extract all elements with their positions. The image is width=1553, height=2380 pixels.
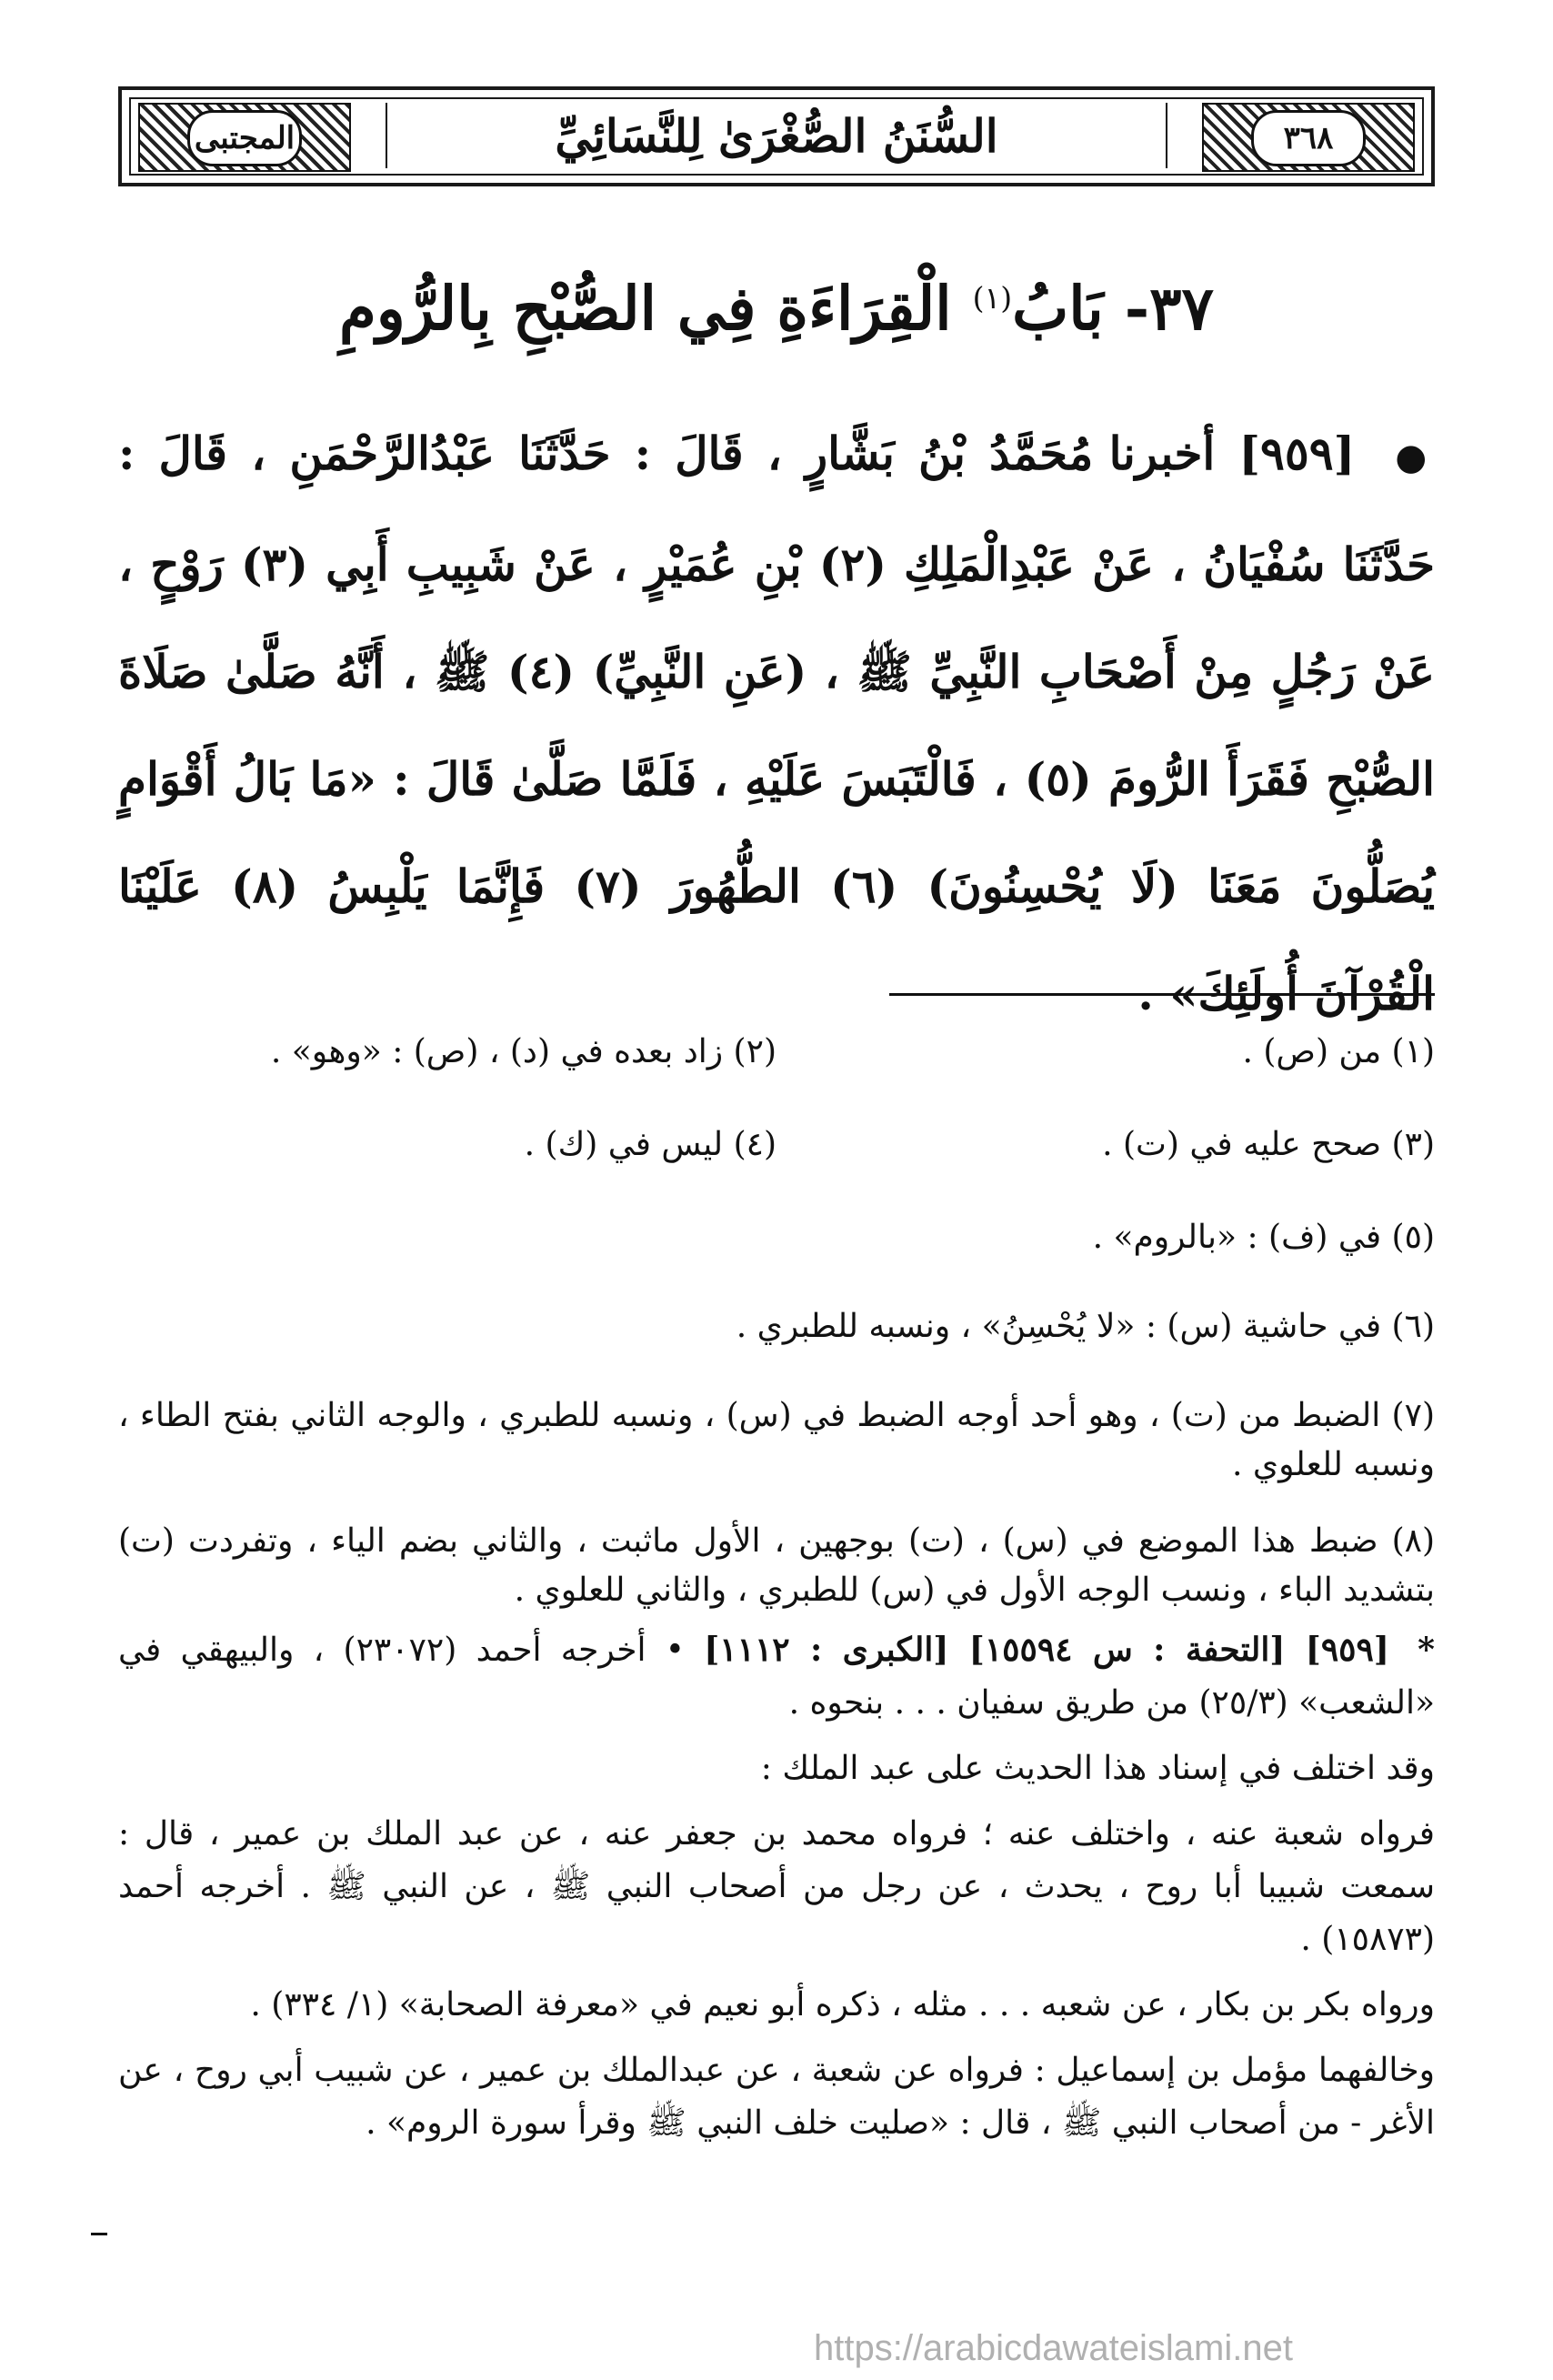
chapter-number: ٣٧- <box>1124 273 1215 344</box>
footnotes <box>118 1028 1435 1642</box>
footnote-8: (٨) ضبط هذا الموضع في (س) ، (ت) بوجهين ، الأول ماثبت ، والثاني بضم الياء ، وتفردت (ت) بتشديد الباء ، ونسب الوجه الأول في (س) للطبري ، والثاني للعلوي . <box>118 1522 1435 1609</box>
footnote-row <box>118 1028 1435 1077</box>
hadith-body: أخبرنا مُحَمَّدُ بْنُ بَشَّارٍ ، قَالَ : حَدَّثَنَا عَبْدُالرَّحْمَنِ ، قَالَ : حَدَّثَنَا سُفْيَانُ ، عَنْ عَبْدِالْمَلِكِ (٢) بْنِ عُمَيْرٍ ، عَنْ شَبِيبِ أَبِي (٣) رَوْحٍ ، عَنْ رَجُلٍ مِنْ أَصْحَابِ النَّبِيِّ ﷺ ، (عَنِ النَّبِيِّ) (٤) ﷺ ، أَنَّهُ صَلَّىٰ صَلَاةَ الصُّبْحِ فَقَرَأَ الرُّومَ (٥) ، فَالْتَبَسَ عَلَيْهِ ، فَلَمَّا صَلَّىٰ قَالَ : «مَا بَالُ أَقْوَامٍ يُصَلُّونَ مَعَنَا (لَا يُحْسِنُونَ) (٦) الطُّهُورَ (٧) فَإِنَّمَا يَلْبِسُ (٨) عَلَيْنَا الْقُرْآنَ أُولَئِكَ» . <box>118 427 1435 1020</box>
footnote-7: (٧) الضبط من (ت) ، وهو أحد أوجه الضبط في (س) ، ونسبه للطبري ، والوجه الثاني بفتح الطاء ، ونسبه للعلوي . <box>118 1397 1435 1483</box>
footnote-4: (٤) ليس في (ك) . <box>524 1126 776 1163</box>
chapter-word: بَابُ <box>1012 273 1104 344</box>
takhrij-paragraph-3: فرواه شعبة عنه ، واختلف عنه ؛ فرواه محمد بن جعفر عنه ، عن عبد الملك بن عمير ، قال : سمعت شبيبا أبا روح ، يحدث ، عن رجل من أصحاب النبي ﷺ ، عن النبي ﷺ . أخرجه أحمد (١٥٨٧٣) . <box>118 1815 1436 1958</box>
footnote-6: (٦) في حاشية (س) : «لا يُحْسِنُ» ، ونسبه للطبري . <box>736 1308 1435 1345</box>
hadith-text-block <box>118 400 1435 1048</box>
star-icon: * <box>1418 1631 1435 1669</box>
footnote-2: (٢) زاد بعده في (د) ، (ص) : «وهو» . <box>270 1033 776 1070</box>
footnote-row <box>118 1120 1435 1170</box>
hadith-number: [٩٥٩] <box>1238 427 1356 480</box>
takhrij-paragraph-4: ورواه بكر بن بكار ، عن شعبه . . . مثله ، ذكره أبو نعيم في «معرفة الصحابة» (١/ ٣٣٤) . <box>250 1986 1435 2024</box>
takhrij-section <box>118 1623 1435 2163</box>
footnote-1: (١) من (ص) . <box>1242 1033 1435 1070</box>
takhrij-reference: [٩٥٩] [التحفة : س ١٥٥٩٤] [الكبرى : ١١١٢] <box>704 1631 1389 1669</box>
page-number: ٣٦٨ <box>1251 110 1366 166</box>
takhrij-paragraph-1: • أخرجه أحمد (٢٣٠٧٢) ، والبيهقي في «الشعب» (٢٥/٣) من طريق سفيان . . . بنحوه . <box>118 1632 1435 1722</box>
chapter-heading <box>0 273 1553 344</box>
footnote-5: (٥) في (ف) : «بالروم» . <box>1092 1219 1435 1256</box>
book-title: السُّنَنُ الصُّغْرَىٰ لِلنَّسَائِيِّ <box>386 103 1167 168</box>
footnote-3: (٣) صحح عليه في (ت) . <box>1102 1126 1435 1163</box>
footnote-divider <box>889 993 1435 996</box>
takhrij-first-paragraph <box>118 1623 1435 1730</box>
takhrij-paragraph-2: وقد اختلف في إسناد هذا الحديث على عبد الملك : <box>760 1750 1435 1787</box>
header-ornament-right <box>1202 103 1415 172</box>
watermark-url: https://arabicdawateislami.net <box>814 2328 1293 2368</box>
header-ornament-left <box>138 103 351 172</box>
series-badge: المجتبى <box>187 110 302 166</box>
chapter-title: الْقِرَاءَةِ فِي الصُّبْحِ بِالرُّومِ <box>338 273 952 344</box>
page-header <box>118 86 1435 186</box>
margin-dash <box>91 2233 107 2235</box>
takhrij-paragraph-5: وخالفهما مؤمل بن إسماعيل : فرواه عن شعبة ، عن عبدالملك بن عمير ، عن شبيب أبي روح ، عن الأغر - من أصحاب النبي ﷺ ، قال : «صليت خلف النبي ﷺ وقرأ سورة الروم» . <box>118 2052 1435 2142</box>
chapter-note-ref: (١) <box>972 280 1013 316</box>
bullet-icon: ● <box>1395 436 1435 478</box>
